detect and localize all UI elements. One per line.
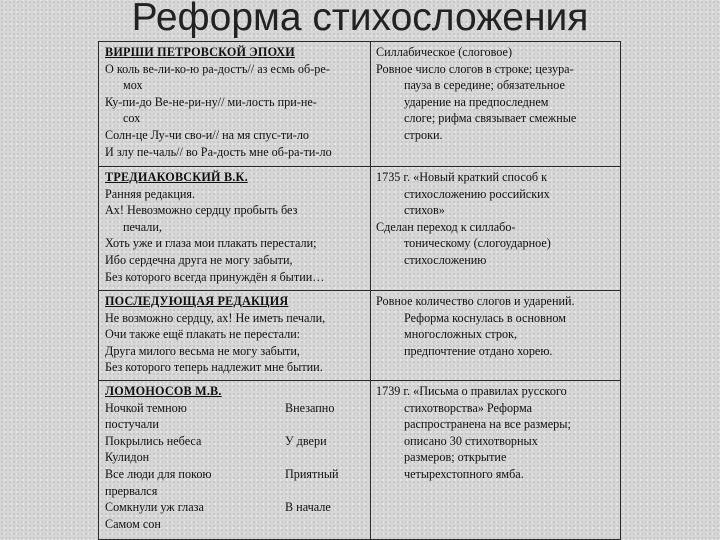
poem-line-left: Ночкой темною [105, 400, 187, 415]
poem-line-left: Сомкнули уж глаза [105, 500, 204, 515]
cell-right [371, 167, 621, 291]
row-heading: ПОСЛЕДУЮЩАЯ РЕДАКЦИЯ [105, 294, 289, 308]
row-heading: ЛОМОНОСОВ М.В. [105, 384, 222, 398]
poem-line-left: Покрылись небеса [105, 433, 202, 448]
description-line: слоге; рифма связывает смежные [404, 111, 577, 126]
poem-pair [105, 400, 366, 417]
description-line: Сделан переход к силлабо- [376, 219, 516, 234]
description-line: четырехстопного ямба. [404, 466, 524, 481]
poem-pair [105, 449, 366, 466]
description-line: Ровное число слогов в строке; цезура- [376, 61, 574, 76]
poem-pair [105, 516, 366, 533]
verse-line: Хоть уже и глаза мои плакать перестали; [105, 236, 317, 251]
description-line: стихосложению [404, 252, 487, 267]
verse-line: О коль ве-ли-ко-ю ра-достъ// аз есмь об-ре- [105, 61, 330, 76]
verse-line: Без которого теперь надлежит мне бытии. [105, 360, 323, 375]
poem-line-left: Самом сон [105, 516, 161, 531]
poem-line-right: Внезапно [285, 400, 335, 415]
description-line: строки. [404, 127, 443, 142]
description-line: описано 30 стихотворных [404, 433, 538, 448]
poem-line-right [285, 416, 366, 433]
description-line: стихов» [404, 203, 445, 218]
description-line: тоническому (слогоударное) [404, 236, 551, 251]
description-line: Реформа коснулась в основном [404, 310, 566, 325]
verse-line: Ибо сердечна друга не могу забыти, [105, 252, 293, 267]
verse-line: мох [123, 78, 143, 93]
poem-line-left: Кулидон [105, 450, 150, 465]
verse-line: сох [123, 111, 141, 126]
poem-line-left: постучали [105, 417, 159, 432]
cell-left [99, 42, 371, 167]
poem-line-right [285, 516, 366, 533]
description-line: размеров; открытие [404, 450, 507, 465]
poem-line-right: У двери [285, 433, 327, 448]
table-row [99, 381, 621, 540]
verse-line: Друга милого весьма не могу забыти, [105, 343, 300, 358]
verse-line: Солн-це Лу-чи сво-и// на мя спус-ти-ло [105, 127, 310, 142]
table-row [99, 167, 621, 291]
description-line: предпочтение отдано хорею. [404, 343, 553, 358]
verse-line: Ах! Невозможно сердцу пробыть без [105, 203, 298, 218]
page-title: Реформа стихосложения [131, 0, 589, 39]
poem-line-right: Приятный [285, 466, 339, 481]
verse-line: Без которого всегда принуждён я бытии… [105, 269, 325, 284]
table-row [99, 291, 621, 381]
poem-pair [105, 416, 366, 433]
cell-left [99, 167, 371, 291]
cell-left [99, 381, 371, 540]
cell-right [371, 291, 621, 381]
description-line: 1739 г. «Письма о правилах русского [376, 384, 567, 398]
verse-line: Ранняя редакция. [105, 186, 196, 201]
row-heading: ТРЕДИАКОВСКИЙ В.К. [105, 170, 248, 184]
description-line: распространена на все размеры; [404, 417, 571, 432]
verse-line: Ку-пи-до Ве-не-ри-ну// ми-лость при-не- [105, 94, 317, 109]
description-line: Ровное количество слогов и ударений. [376, 294, 575, 308]
row-heading: ВИРШИ ПЕТРОВСКОЙ ЭПОХИ [105, 45, 295, 59]
poem-pair [105, 466, 366, 483]
poem-line-right [285, 483, 366, 500]
description-line: стихосложению российских [404, 186, 550, 201]
description-line: стихотворства» Реформа [404, 400, 532, 415]
poem-pair [105, 433, 366, 450]
poem-line-right [285, 449, 366, 466]
description-line: Силлабическое (слоговое) [376, 45, 513, 59]
verse-line: печали, [123, 219, 162, 234]
cell-right [371, 42, 621, 167]
poem-pair [105, 483, 366, 500]
verse-line: Не возможно сердцу, ах! Не иметь печали, [105, 310, 326, 325]
poem-line-left: прервался [105, 483, 158, 498]
table-row [99, 42, 621, 167]
verse-line: И злу пе-чаль// во Ра-дость мне об-ра-ти-ло [105, 144, 332, 159]
reform-table [98, 41, 621, 540]
description-line: ударение на предпоследнем [404, 94, 549, 109]
description-line: пауза в середине; обязательное [404, 78, 565, 93]
poem-line-right: В начале [285, 500, 331, 515]
description-line: многосложных строк, [404, 327, 518, 342]
poem-line-left: Все люди для покою [105, 466, 212, 481]
description-line: 1735 г. «Новый краткий способ к [376, 170, 548, 184]
poem-pair [105, 499, 366, 516]
verse-line: Очи также ещё плакать не перестали: [105, 327, 301, 342]
cell-left [99, 291, 371, 381]
cell-right [371, 381, 621, 540]
